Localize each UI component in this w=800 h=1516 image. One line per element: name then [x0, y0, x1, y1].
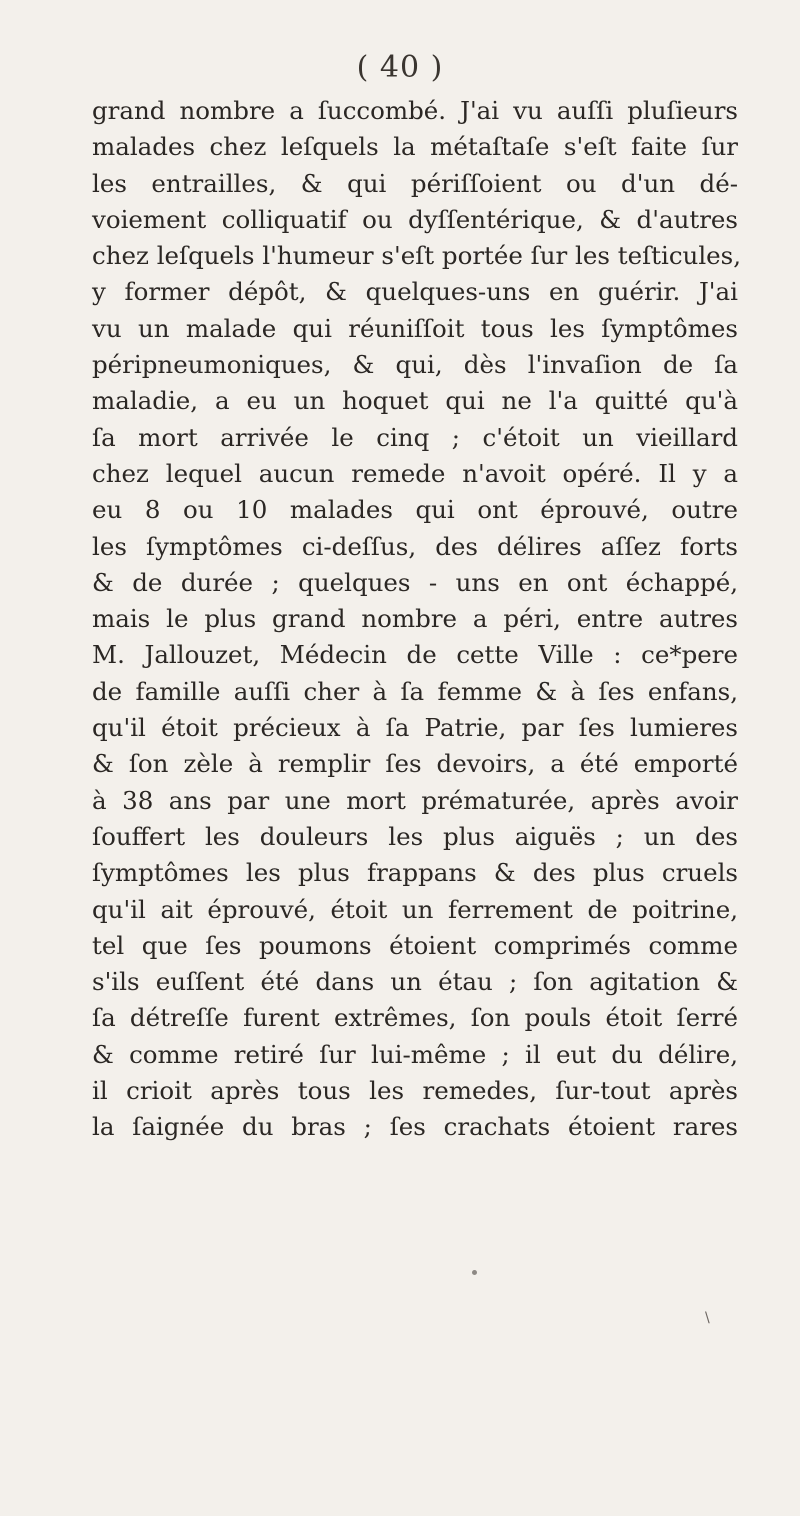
text-line: s'ils euſſent été dans un étau ; ſon agitation & — [92, 967, 738, 997]
text-line: tel que ſes poumons étoient comprimés comme — [92, 930, 738, 960]
text-line: vu un malade qui réuniſſoit tous les ſymptômes — [92, 313, 738, 343]
text-line: qu'il étoit précieux à ſa Patrie, par ſes lumieres — [92, 713, 738, 743]
text-line: ſouffert les douleurs les plus aiguës ; un des — [92, 821, 738, 851]
text-line: ſa mort arrivée le cinq ; c'étoit un vieillard — [92, 422, 738, 452]
text-line: eu 8 ou 10 malades qui ont éprouvé, outre — [92, 495, 738, 525]
text-line: y former dépôt, & quelques-uns en guérir. J'ai — [92, 277, 738, 307]
text-line: de famille auſſi cher à ſa femme & à ſes enfans, — [92, 676, 738, 706]
ink-dot — [472, 1270, 477, 1275]
text-line: maladie, a eu un hoquet qui ne l'a quitté qu'à — [92, 386, 738, 416]
footer-mark: \ — [705, 1310, 710, 1326]
page-number: ( 40 ) — [356, 50, 444, 85]
text-line: & de durée ; quelques - uns en ont échappé, — [92, 567, 738, 597]
text-line: grand nombre a ſuccombé. J'ai vu auſſi pluſieurs — [92, 96, 738, 125]
text-line: & comme retiré ſur lui-même ; il eut du délire, — [92, 1039, 738, 1069]
text-line: les ſymptômes ci-deſſus, des délires aſſez forts — [92, 531, 738, 561]
text-line: qu'il ait éprouvé, étoit un ferrement de poitrine, — [92, 894, 738, 924]
text-line: malades chez leſquels la métaſtaſe s'eſt faite ſur — [92, 132, 738, 162]
text-line: la ſaignée du bras ; ſes crachats étoient rares — [92, 1112, 738, 1142]
text-line: ſa détreſſe furent extrêmes, ſon pouls étoit ſerré — [92, 1003, 738, 1033]
text-line: voiement colliquatif ou dyſſentérique, & d'autres — [92, 204, 738, 234]
body-text — [92, 93, 742, 1146]
text-line: M. Jallouzet, Médecin de cette Ville : ce*pere — [92, 640, 738, 670]
text-line: & ſon zèle à remplir ſes devoirs, a été emporté — [92, 749, 738, 779]
text-line: mais le plus grand nombre a péri, entre autres — [92, 604, 738, 634]
text-line: à 38 ans par une mort prématurée, après avoir — [92, 785, 738, 815]
text-line: péripneumoniques, & qui, dès l'invaſion de ſa — [92, 350, 738, 380]
text-line: les entrailles, & qui périſſoient ou d'un dé- — [92, 168, 738, 198]
text-line: il crioit après tous les remedes, ſur-tout après — [92, 1076, 738, 1106]
text-line: ſymptômes les plus frappans & des plus cruels — [92, 858, 738, 888]
text-line: chez leſquels l'humeur s'eſt portée ſur les teſticules, — [92, 241, 742, 271]
text-line: chez lequel aucun remede n'avoit opéré. Il y a — [92, 458, 738, 488]
